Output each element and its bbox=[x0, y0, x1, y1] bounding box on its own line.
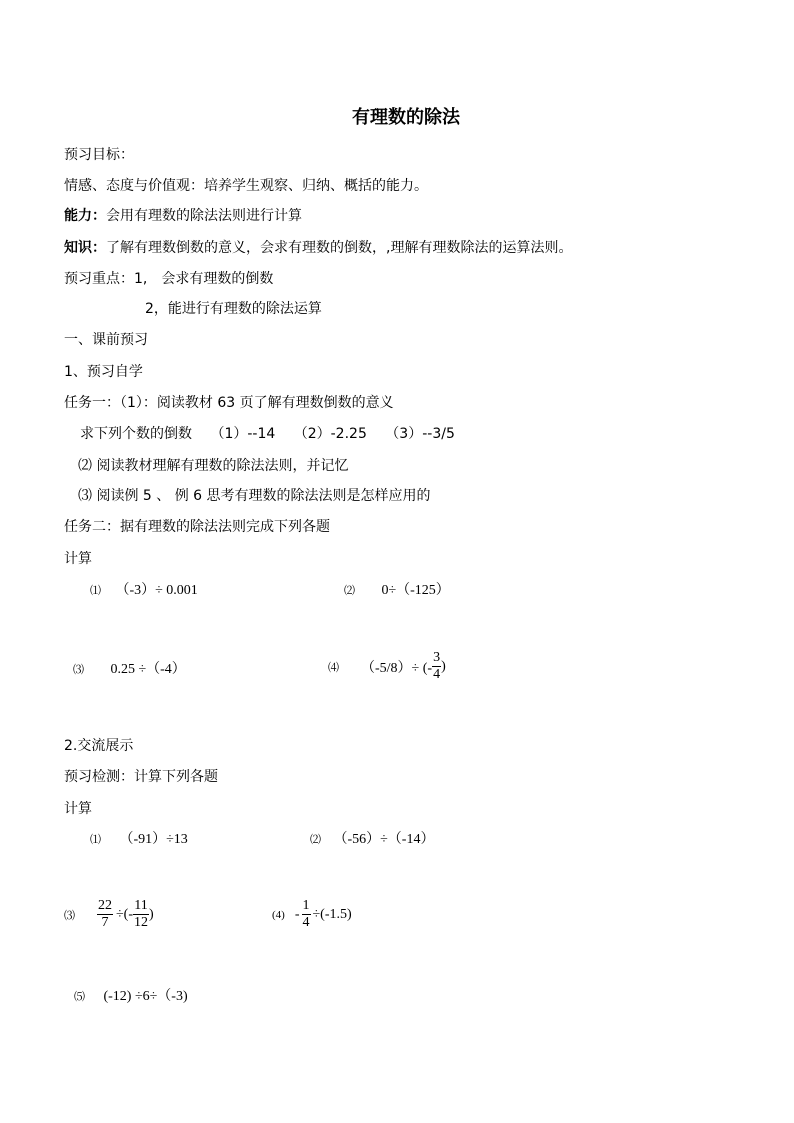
numerator: 3 bbox=[433, 650, 441, 665]
problem-expression: 0÷（-125） bbox=[381, 583, 450, 598]
problem-expression: （-3）÷ 0.001 bbox=[115, 583, 198, 598]
close-paren: ) bbox=[149, 906, 154, 922]
denominator: 4 bbox=[302, 915, 310, 930]
task-one: 任务一：（1）：阅读教材 63 页了解有理数倒数的意义 bbox=[64, 395, 394, 411]
calc-heading-1: 计算 bbox=[64, 551, 92, 567]
fraction bbox=[133, 898, 149, 931]
task-two: 任务二：据有理数的除法法则完成下列各题 bbox=[64, 519, 330, 535]
problem-2-3 bbox=[64, 898, 154, 931]
problem-label: ⑶ bbox=[73, 664, 84, 676]
subsection-self-study: 1、预习自学 bbox=[64, 364, 143, 380]
denominator: 12 bbox=[134, 915, 149, 930]
goals-heading: 预习目标： bbox=[64, 147, 134, 163]
page-title: 有理数的除法 bbox=[352, 107, 460, 128]
denominator: 4 bbox=[433, 667, 441, 682]
problem-label: ⑷ bbox=[328, 661, 339, 674]
ability-label: 能力： bbox=[64, 208, 106, 224]
problem-1-4 bbox=[328, 650, 446, 683]
problem-label: ⑸ bbox=[74, 991, 85, 1003]
preview-check: 预习检测：计算下列各题 bbox=[64, 769, 218, 785]
problem-label: ⑴ bbox=[90, 834, 101, 846]
problem-2-5 bbox=[74, 987, 188, 1006]
focus-point-1: 预习重点：1, 会求有理数的倒数 bbox=[64, 271, 274, 287]
close-paren: ) bbox=[441, 658, 446, 674]
task-one-step-2: ⑵ 阅读教材理解有理数的除法法则，并记忆 bbox=[78, 458, 349, 474]
task-one-question: 求下列个数的倒数 （1）--14 （2）-2.25 （3）--3/5 bbox=[80, 426, 455, 442]
numerator: 1 bbox=[302, 898, 310, 913]
knowledge-label: 知识： bbox=[64, 240, 106, 256]
problem-expression: ÷(-1.5) bbox=[312, 906, 352, 922]
problem-label: ⑵ bbox=[344, 585, 355, 597]
problem-label: ⑴ bbox=[90, 585, 101, 597]
problem-expression: （-56）÷（-14） bbox=[333, 832, 435, 847]
knowledge-text: 了解有理数倒数的意义，会求有理数的倒数，,理解有理数除法的运算法则。 bbox=[106, 240, 573, 256]
focus-point-2: 2，能进行有理数的除法运算 bbox=[145, 301, 322, 317]
ability-goal bbox=[64, 207, 302, 225]
problem-2-4 bbox=[272, 898, 352, 931]
fraction bbox=[97, 898, 113, 931]
problem-2-1 bbox=[90, 830, 188, 849]
negative-sign: - bbox=[294, 906, 300, 922]
denominator: 7 bbox=[101, 915, 109, 930]
subsection-exchange: 2.交流展示 bbox=[64, 738, 134, 754]
ability-text: 会用有理数的除法法则进行计算 bbox=[106, 208, 302, 224]
emotion-goal: 情感、态度与价值观：培养学生观察、归纳、概括的能力。 bbox=[64, 178, 428, 194]
problem-expression: （-5/8）÷ (- bbox=[361, 660, 433, 676]
task-one-step-3: ⑶ 阅读例 5 、 例 6 思考有理数的除法法则是怎样应用的 bbox=[78, 488, 431, 504]
problem-label: ⑶ bbox=[64, 909, 75, 922]
problem-1-2 bbox=[344, 581, 450, 600]
problem-expression: 0.25 ÷（-4） bbox=[110, 662, 186, 677]
problem-expression: (-12) ÷6÷（-3) bbox=[103, 989, 188, 1004]
calc-heading-2: 计算 bbox=[64, 801, 92, 817]
fraction bbox=[432, 650, 441, 683]
numerator: 22 bbox=[98, 898, 112, 913]
division-operator: ÷(- bbox=[116, 906, 134, 922]
problem-2-2 bbox=[310, 830, 434, 849]
problem-expression: （-91）÷13 bbox=[119, 832, 188, 847]
section-preview: 一、课前预习 bbox=[64, 332, 148, 348]
knowledge-goal bbox=[64, 239, 572, 257]
problem-label: ⑵ bbox=[310, 834, 321, 846]
problem-1-3 bbox=[73, 660, 186, 679]
fraction bbox=[302, 898, 311, 931]
problem-label: (4) bbox=[272, 908, 285, 921]
numerator: 11 bbox=[134, 898, 148, 913]
problem-1-1 bbox=[90, 581, 198, 600]
